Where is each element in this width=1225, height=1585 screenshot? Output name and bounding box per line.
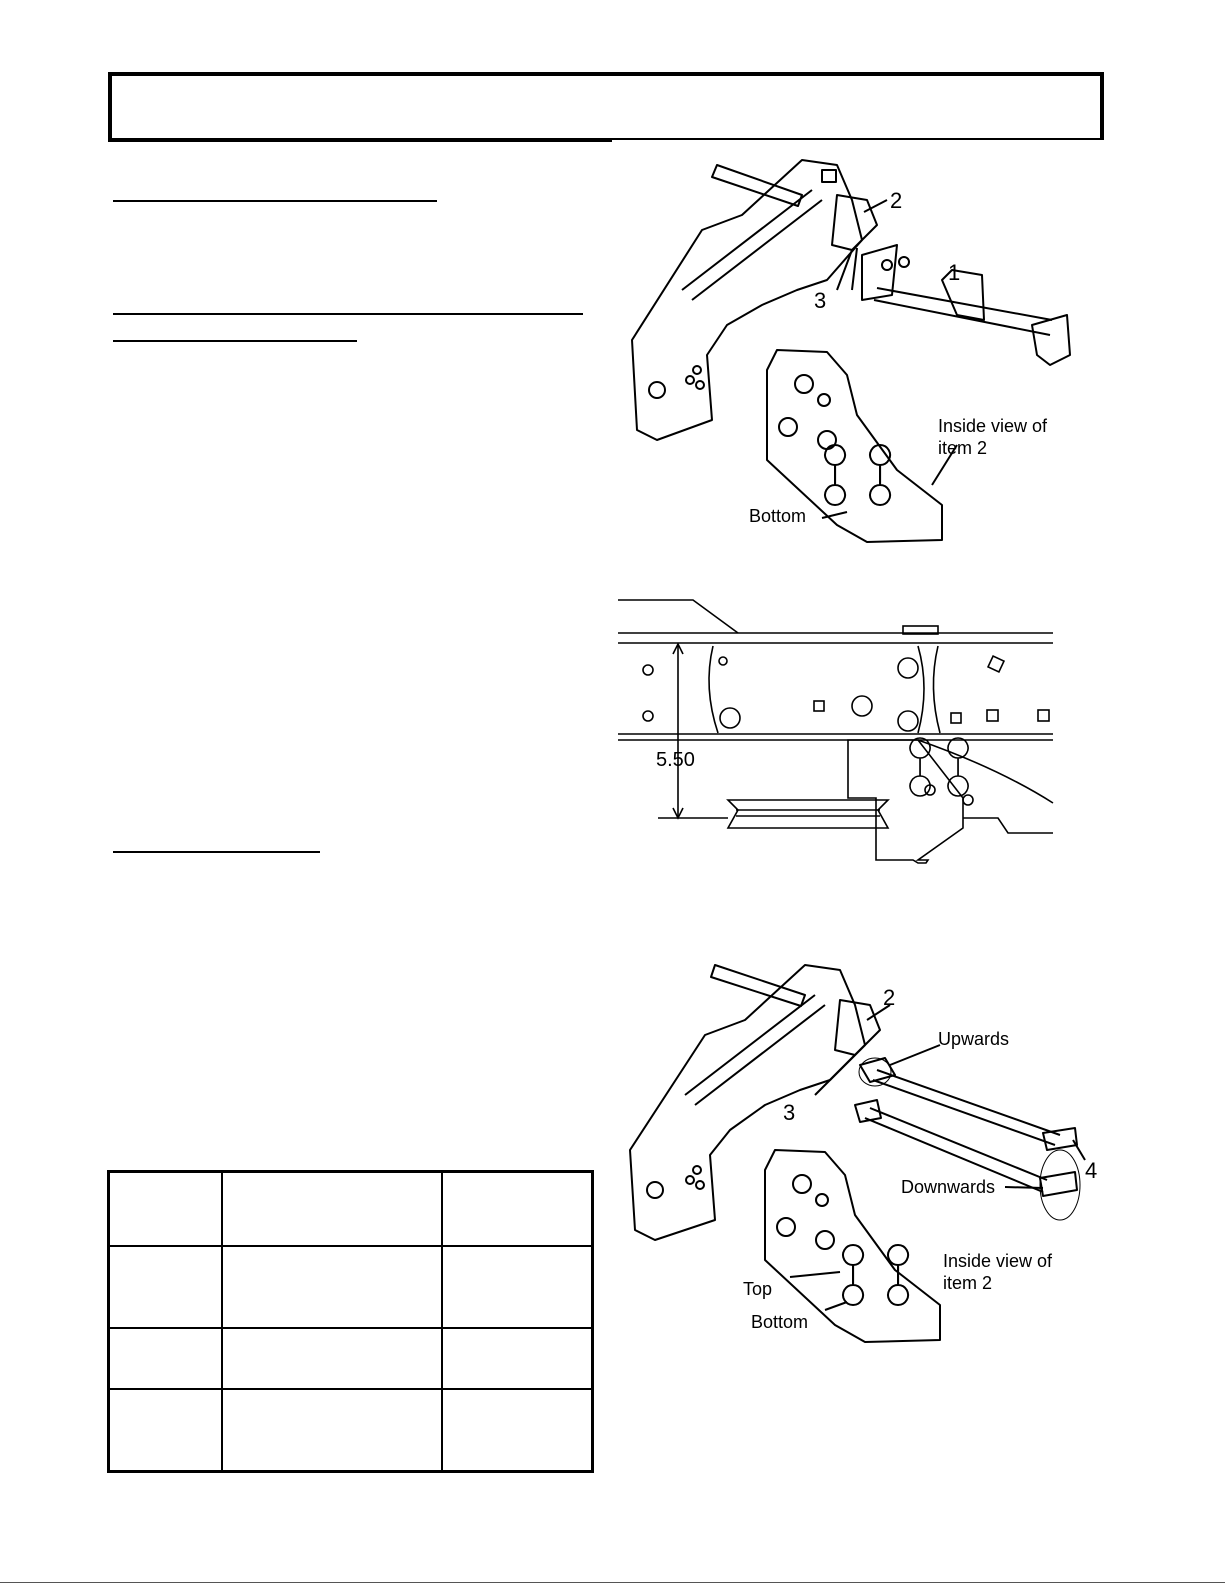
callout-3: 3: [814, 288, 827, 313]
section-heading-underline-3: [113, 851, 320, 853]
callout-2: 2: [890, 188, 903, 213]
dimension-label: 5.50: [656, 749, 695, 771]
section-heading-underline-2b: [113, 340, 357, 342]
section-heading-underline-1: [113, 200, 437, 202]
callout-4: 4: [1085, 1158, 1098, 1183]
figure-bracket-assembly: [612, 140, 1112, 570]
table-cell: [442, 1246, 593, 1328]
upwards-label: Upwards: [938, 1029, 1010, 1049]
inset-label-line1: Inside view of: [938, 416, 1048, 436]
table-cell: [222, 1389, 442, 1472]
inset-label-line2: item 2: [938, 438, 988, 458]
inset-label-line1: Inside view of: [943, 1251, 1053, 1271]
section-heading-underline-2a: [113, 313, 583, 315]
figure-bracket-assembly-drawing: [612, 140, 1112, 570]
page-title-box: [108, 72, 1104, 142]
bottom-label: Bottom: [751, 1312, 809, 1332]
table-cell: [222, 1246, 442, 1328]
page-bottom-rule: [0, 1582, 1225, 1583]
table-row: [109, 1246, 593, 1328]
inset-label-line2: item 2: [943, 1273, 993, 1293]
figure-bar-orientation-drawing: [615, 950, 1110, 1350]
table-cell: [442, 1389, 593, 1472]
bottom-label: Bottom: [749, 506, 807, 526]
callout-2: 2: [883, 985, 896, 1010]
figure-height-dimension-drawing: [618, 588, 1056, 918]
table-cell: [109, 1172, 222, 1246]
table-cell: [109, 1246, 222, 1328]
spec-table: [107, 1170, 594, 1473]
figure-height-dimension: [618, 588, 1056, 918]
table-cell: [442, 1172, 593, 1246]
table-cell: [109, 1328, 222, 1389]
table-row: [109, 1328, 593, 1389]
table-row: [109, 1172, 593, 1246]
top-label: Top: [743, 1279, 773, 1299]
table-row: [109, 1389, 593, 1472]
table-cell: [222, 1328, 442, 1389]
table-cell: [109, 1389, 222, 1472]
callout-3: 3: [783, 1100, 796, 1125]
figure-bar-orientation: [615, 950, 1110, 1350]
table-cell: [222, 1172, 442, 1246]
downwards-label: Downwards: [901, 1177, 996, 1197]
table-cell: [442, 1328, 593, 1389]
callout-1: 1: [948, 260, 961, 285]
